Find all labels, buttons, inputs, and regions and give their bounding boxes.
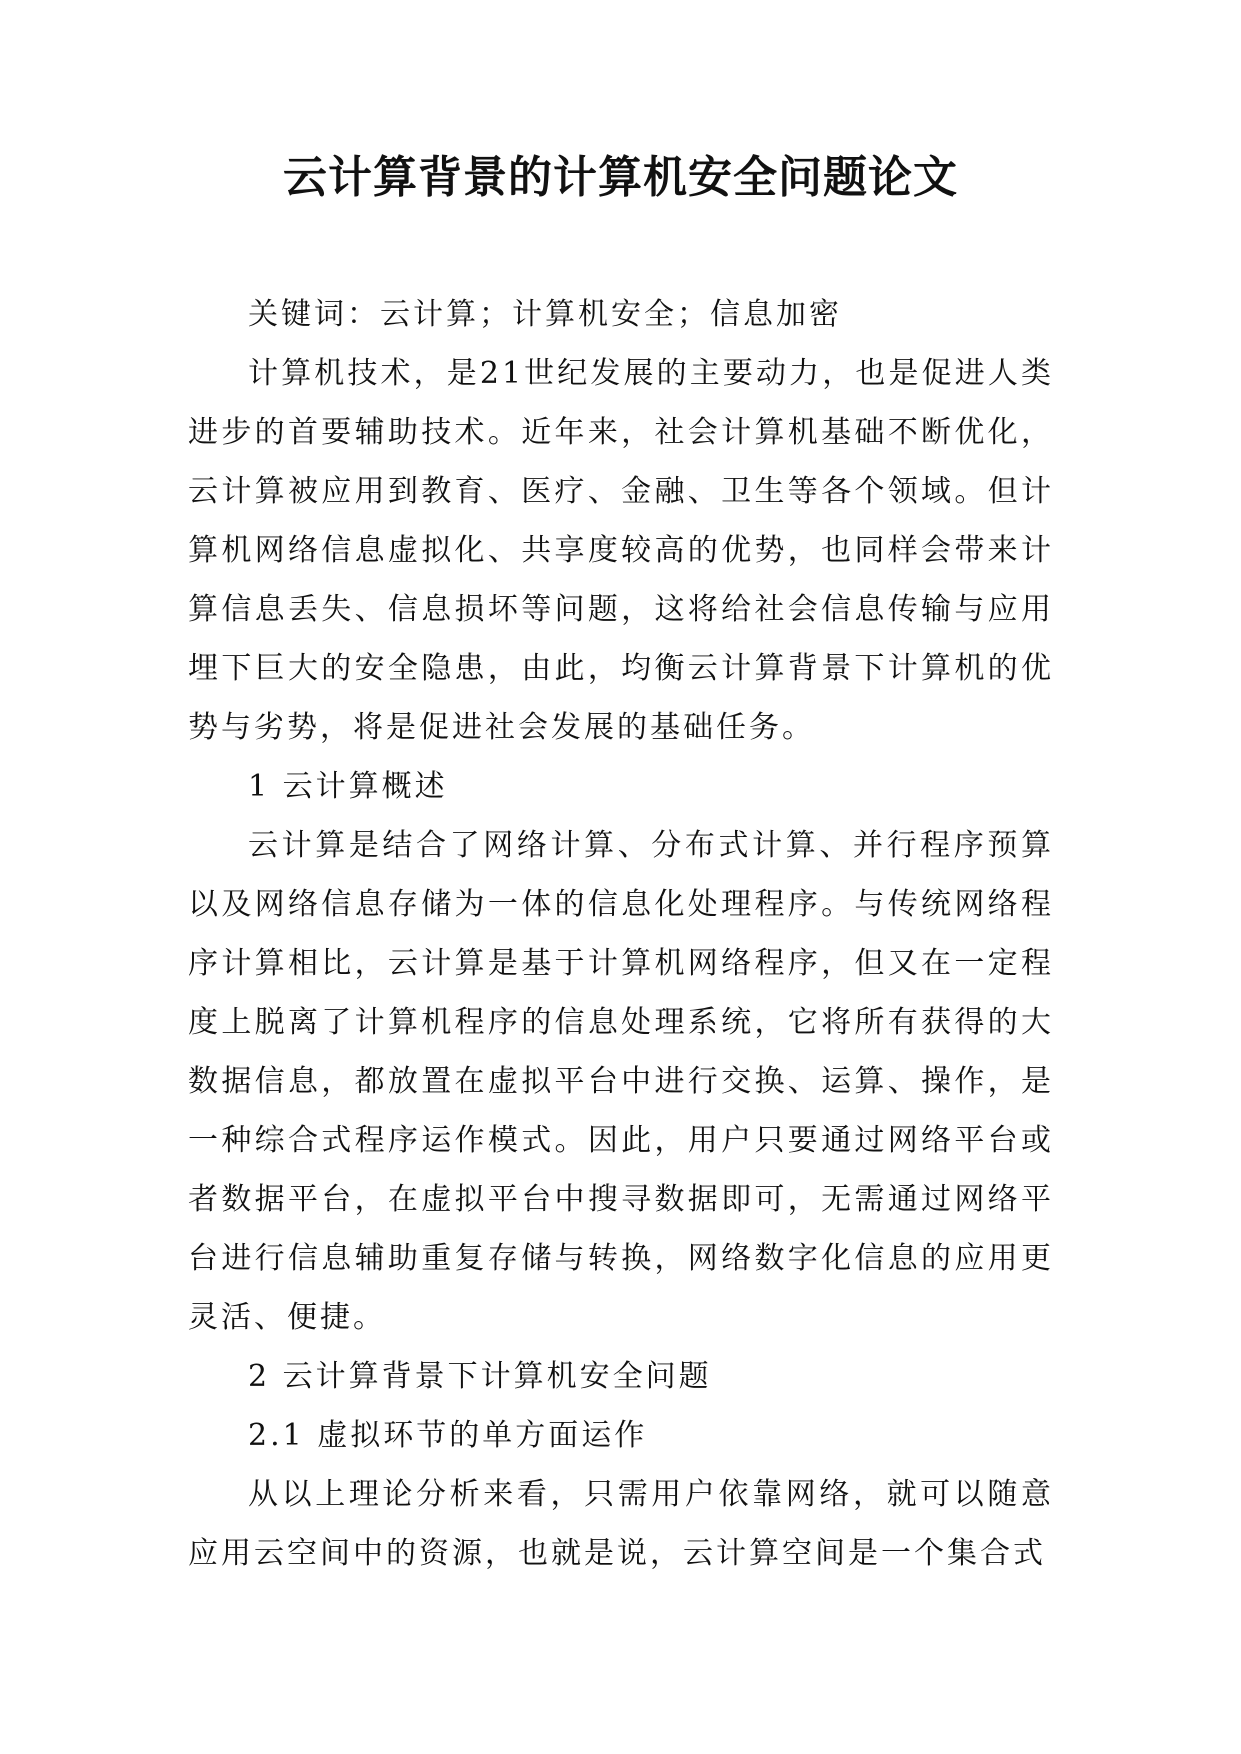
- section-heading-2: 2 云计算背景下计算机安全问题: [248, 1359, 712, 1394]
- document-body: [188, 285, 1054, 1583]
- paragraph-cloud-overview: 云计算是结合了网络计算、分布式计算、并行程序预算以及网络信息存储为一体的信息化处理程序。与传统网络程序计算相比，云计算是基于计算机网络程序，但又在一定程度上脱离了计算机程序的信息处理系统，它将所有获得的大数据信息，都放置在虚拟平台中进行交换、运算、操作，是一种综合式程序运作模式。因此，用户只要通过网络平台或者数据平台，在虚拟平台中搜寻数据即可，无需通过网络平台进行信息辅助重复存储与转换，网络数字化信息的应用更灵活、便捷。: [188, 828, 1054, 1335]
- paragraph-intro: 计算机技术，是21世纪发展的主要动力，也是促进人类进步的首要辅助技术。近年来，社会计算机基础不断优化，云计算被应用到教育、医疗、金融、卫生等各个领域。但计算机网络信息虚拟化、共享度较高的优势，也同样会带来计算信息丢失、信息损坏等问题，这将给社会信息传输与应用埋下巨大的安全隐患，由此，均衡云计算背景下计算机的优势与劣势，将是促进社会发展的基础任务。: [188, 356, 1054, 745]
- subsection-heading-2-1: 2.1 虚拟环节的单方面运作: [248, 1418, 648, 1453]
- document-title: 云计算背景的计算机安全问题论文: [283, 152, 958, 203]
- section-heading-1: 1 云计算概述: [248, 769, 448, 804]
- keywords-line: 关键词：云计算；计算机安全；信息加密: [248, 297, 842, 332]
- paragraph-virtual-operation: 从以上理论分析来看，只需用户依靠网络，就可以随意应用云空间中的资源，也就是说，云计算空间是一个集合式: [188, 1477, 1054, 1571]
